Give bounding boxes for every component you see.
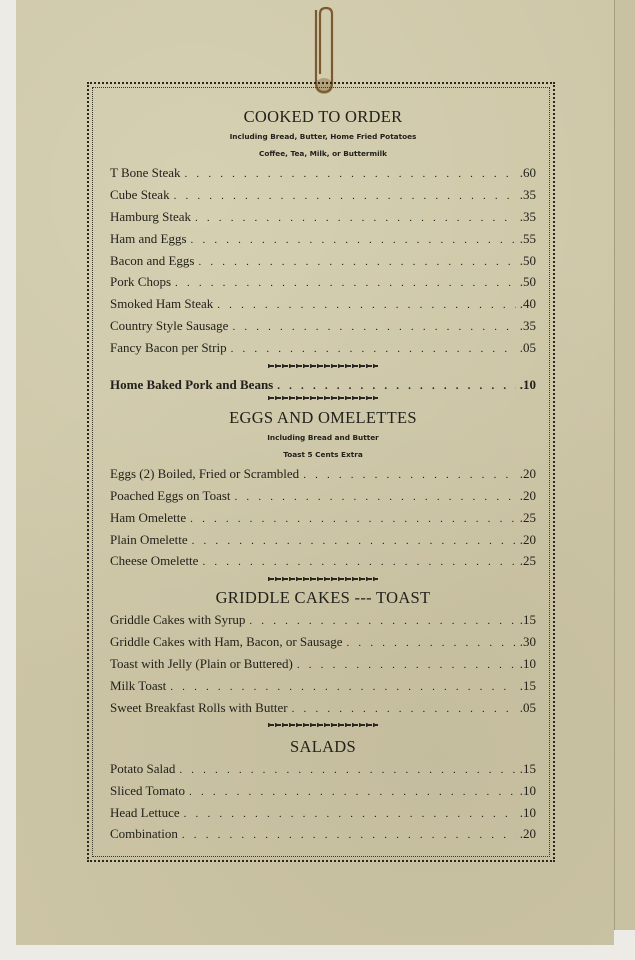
item-name: Griddle Cakes with Syrup <box>110 612 246 628</box>
dot-leader <box>170 677 515 699</box>
item-price: .30 <box>519 634 536 650</box>
item-price: .15 <box>519 760 536 776</box>
section-title: SALADS <box>290 736 356 756</box>
item-price: .10 <box>519 782 536 798</box>
dot-leader <box>195 208 516 230</box>
item-price: .60 <box>519 165 536 180</box>
item-price: .50 <box>519 274 536 290</box>
dot-leader <box>184 804 516 826</box>
item-name: Fancy Bacon per Strip <box>110 340 227 356</box>
item-price: .10 <box>519 656 536 672</box>
dot-leader <box>347 633 516 655</box>
dot-leader <box>235 487 516 509</box>
item-name: Sweet Breakfast Rolls with Butter <box>110 699 288 715</box>
dot-leader <box>192 531 516 553</box>
item-name: Country Style Sausage <box>110 318 229 334</box>
item-price: .20 <box>519 487 536 503</box>
dot-leader <box>198 252 515 274</box>
next-page-edge <box>614 0 635 930</box>
item-price: .10 <box>519 804 536 820</box>
item-price: .20 <box>519 826 536 842</box>
menu-item <box>110 802 536 824</box>
menu-item <box>110 529 536 551</box>
menu-item <box>110 609 536 631</box>
item-price: .35 <box>519 318 536 334</box>
item-name: T Bone Steak <box>110 165 181 180</box>
item-name: Eggs (2) Boiled, Fried or Scrambled <box>110 465 300 481</box>
item-price: .10 <box>519 377 536 393</box>
menu-item <box>110 374 536 396</box>
menu-item <box>110 823 536 845</box>
menu-item <box>110 293 536 315</box>
menu-item <box>110 463 536 485</box>
dot-leader <box>202 552 515 574</box>
section-subtitle: Coffee, Tea, Milk, or Buttermilk <box>258 149 387 158</box>
item-name: Milk Toast <box>110 678 167 694</box>
item-name: Ham and Eggs <box>110 230 187 246</box>
item-price: .50 <box>519 252 536 268</box>
menu-item <box>110 675 536 697</box>
menu-item <box>110 780 536 802</box>
item-price: .40 <box>519 296 536 312</box>
menu-item <box>110 206 536 228</box>
menu-item <box>110 315 536 337</box>
item-name: Ham Omelette <box>110 509 187 525</box>
item-price: .25 <box>519 553 536 569</box>
dot-leader <box>182 825 516 847</box>
menu-item <box>110 697 536 719</box>
dot-leader <box>303 465 516 487</box>
menu-item <box>110 507 536 529</box>
section-title: COOKED TO ORDER <box>243 107 403 126</box>
dot-leader <box>277 376 516 398</box>
menu-item <box>110 653 536 675</box>
dot-leader <box>231 339 516 361</box>
menu-item <box>110 485 536 507</box>
menu-item <box>110 250 536 272</box>
dot-leader <box>249 611 515 633</box>
item-price: .55 <box>519 230 536 246</box>
dot-leader <box>179 760 515 782</box>
item-name: Griddle Cakes with Ham, Bacon, or Sausage <box>110 634 343 650</box>
menu-item <box>110 162 536 184</box>
dot-leader <box>217 295 515 317</box>
dot-leader <box>191 230 516 252</box>
menu-item <box>110 228 536 250</box>
section-title: EGGS AND OMELETTES <box>229 407 417 427</box>
item-price: .05 <box>519 340 536 356</box>
item-name: Head Lettuce <box>110 804 180 820</box>
section-subtitle: Including Bread and Butter <box>267 432 379 442</box>
item-name: Plain Omelette <box>110 531 188 547</box>
menu-content <box>110 106 536 845</box>
menu-item <box>110 550 536 572</box>
section-title: GRIDDLE CAKES --- TOAST <box>215 588 431 608</box>
dot-leader <box>189 782 516 804</box>
dot-leader <box>297 655 516 677</box>
item-name: Sliced Tomato <box>110 782 186 798</box>
menu-item <box>110 631 536 653</box>
dot-leader <box>292 699 516 721</box>
item-price: .20 <box>519 465 536 481</box>
menu-item <box>110 184 536 206</box>
item-name: Home Baked Pork and Beans <box>110 377 274 393</box>
item-name: Combination <box>110 826 178 842</box>
item-name: Cube Steak <box>110 186 170 202</box>
item-name: Cheese Omelette <box>110 553 199 569</box>
menu-item <box>110 758 536 780</box>
item-name: Hamburg Steak <box>110 208 191 224</box>
item-price: .05 <box>519 699 536 715</box>
dot-leader <box>190 509 516 531</box>
item-name: Toast with Jelly (Plain or Buttered) <box>110 656 293 672</box>
item-price: .15 <box>519 612 536 628</box>
menu-item <box>110 271 536 293</box>
section-subtitle: Including Bread, Butter, Home Fried Potatoes <box>229 132 417 141</box>
item-name: Pork Chops <box>110 274 172 290</box>
item-price: .35 <box>519 208 536 224</box>
item-price: .25 <box>519 509 536 525</box>
item-name: Smoked Ham Steak <box>110 296 214 312</box>
dot-leader <box>185 164 516 186</box>
menu-item <box>110 337 536 359</box>
item-price: .35 <box>519 186 536 202</box>
item-name: Poached Eggs on Toast <box>110 487 231 503</box>
item-price: .20 <box>519 531 536 547</box>
dot-leader <box>174 186 516 208</box>
dot-leader <box>175 273 516 295</box>
item-name: Bacon and Eggs <box>110 252 195 268</box>
item-price: .15 <box>519 678 536 694</box>
section-subtitle: Toast 5 Cents Extra <box>283 449 363 459</box>
item-name: Potato Salad <box>110 760 176 776</box>
dot-leader <box>232 317 515 339</box>
